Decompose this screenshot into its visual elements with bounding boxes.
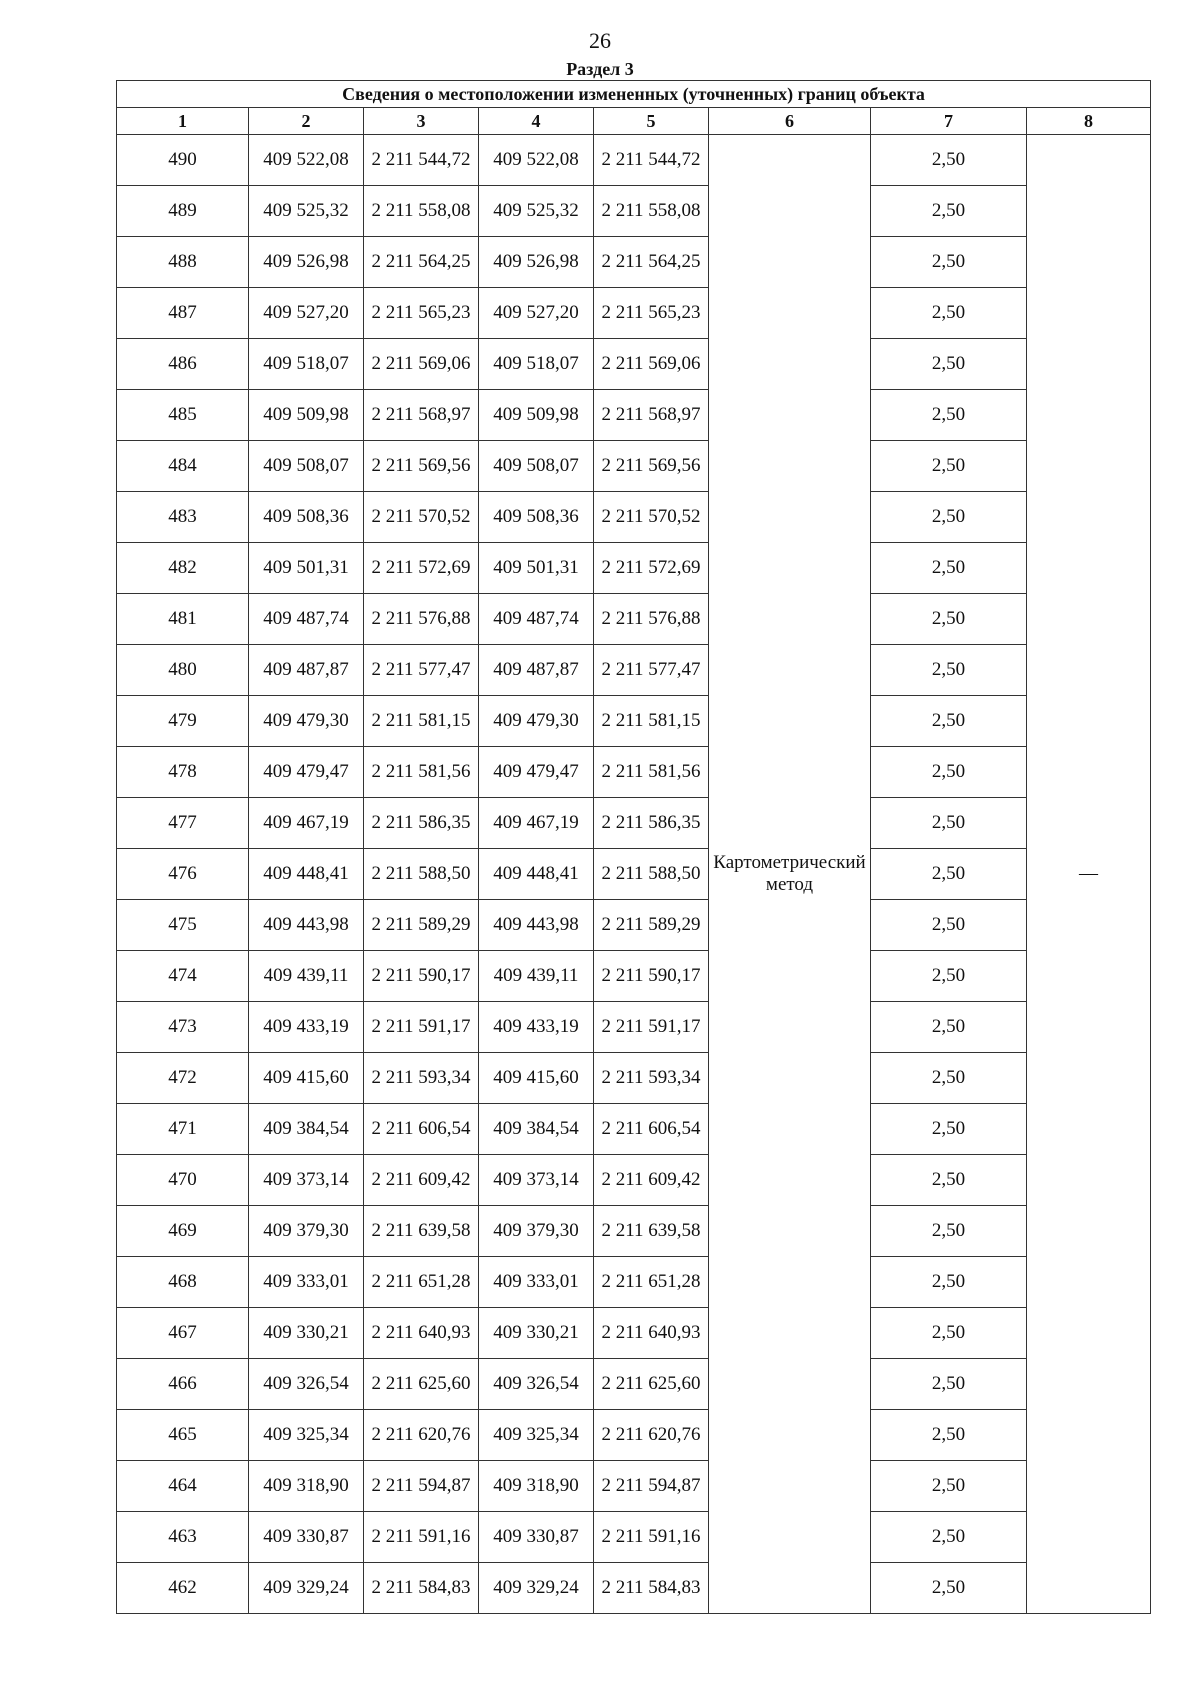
table-row: [117, 1563, 1151, 1614]
table-row: [117, 594, 1151, 645]
x-new-cell: 409 479,47: [479, 747, 594, 798]
x-old-cell: 409 509,98: [249, 390, 364, 441]
table-body: [117, 135, 1151, 1614]
note-cell: —: [1027, 135, 1151, 1614]
x-old-cell: 409 326,54: [249, 1359, 364, 1410]
table-caption: Сведения о местоположении измененных (уточненных) границ объекта: [117, 81, 1151, 108]
y-old-cell: 2 211 640,93: [364, 1308, 479, 1359]
accuracy-cell: 2,50: [871, 798, 1027, 849]
table-row: [117, 849, 1151, 900]
table-row: [117, 900, 1151, 951]
x-old-cell: 409 518,07: [249, 339, 364, 390]
column-number-2: 2: [249, 108, 364, 135]
table-row: [117, 339, 1151, 390]
accuracy-cell: 2,50: [871, 1104, 1027, 1155]
y-new-cell: 2 211 640,93: [594, 1308, 709, 1359]
x-old-cell: 409 325,34: [249, 1410, 364, 1461]
accuracy-cell: 2,50: [871, 696, 1027, 747]
y-new-cell: 2 211 609,42: [594, 1155, 709, 1206]
table-row: [117, 288, 1151, 339]
x-old-cell: 409 379,30: [249, 1206, 364, 1257]
x-old-cell: 409 508,36: [249, 492, 364, 543]
method-cell: Картометрический метод: [709, 135, 871, 1614]
y-old-cell: 2 211 620,76: [364, 1410, 479, 1461]
x-new-cell: 409 330,87: [479, 1512, 594, 1563]
column-number-8: 8: [1027, 108, 1151, 135]
y-new-cell: 2 211 565,23: [594, 288, 709, 339]
accuracy-cell: 2,50: [871, 237, 1027, 288]
page-number: 26: [589, 28, 611, 53]
point-number-cell: 477: [117, 798, 249, 849]
y-old-cell: 2 211 639,58: [364, 1206, 479, 1257]
y-new-cell: 2 211 570,52: [594, 492, 709, 543]
x-new-cell: 409 525,32: [479, 186, 594, 237]
x-new-cell: 409 526,98: [479, 237, 594, 288]
x-old-cell: 409 508,07: [249, 441, 364, 492]
point-number-cell: 490: [117, 135, 249, 186]
x-new-cell: 409 326,54: [479, 1359, 594, 1410]
y-old-cell: 2 211 588,50: [364, 849, 479, 900]
point-number-cell: 480: [117, 645, 249, 696]
column-number-3: 3: [364, 108, 479, 135]
y-new-cell: 2 211 581,56: [594, 747, 709, 798]
y-old-cell: 2 211 591,16: [364, 1512, 479, 1563]
x-new-cell: 409 330,21: [479, 1308, 594, 1359]
y-new-cell: 2 211 593,34: [594, 1053, 709, 1104]
table-row: [117, 645, 1151, 696]
table-row: [117, 1206, 1151, 1257]
point-number-cell: 473: [117, 1002, 249, 1053]
y-new-cell: 2 211 584,83: [594, 1563, 709, 1614]
x-old-cell: 409 384,54: [249, 1104, 364, 1155]
y-new-cell: 2 211 569,06: [594, 339, 709, 390]
accuracy-cell: 2,50: [871, 1155, 1027, 1206]
x-old-cell: 409 501,31: [249, 543, 364, 594]
y-old-cell: 2 211 590,17: [364, 951, 479, 1002]
table-row: [117, 186, 1151, 237]
accuracy-cell: 2,50: [871, 492, 1027, 543]
x-new-cell: 409 448,41: [479, 849, 594, 900]
accuracy-cell: 2,50: [871, 849, 1027, 900]
point-number-cell: 486: [117, 339, 249, 390]
accuracy-cell: 2,50: [871, 441, 1027, 492]
accuracy-cell: 2,50: [871, 288, 1027, 339]
y-new-cell: 2 211 651,28: [594, 1257, 709, 1308]
table-row: [117, 1257, 1151, 1308]
x-old-cell: 409 479,47: [249, 747, 364, 798]
accuracy-cell: 2,50: [871, 1512, 1027, 1563]
column-number-6: 6: [709, 108, 871, 135]
column-number-5: 5: [594, 108, 709, 135]
x-new-cell: 409 487,74: [479, 594, 594, 645]
section-title: Раздел 3: [566, 59, 634, 79]
point-number-cell: 479: [117, 696, 249, 747]
column-number-1: 1: [117, 108, 249, 135]
y-new-cell: 2 211 564,25: [594, 237, 709, 288]
x-new-cell: 409 508,36: [479, 492, 594, 543]
y-old-cell: 2 211 570,52: [364, 492, 479, 543]
y-new-cell: 2 211 544,72: [594, 135, 709, 186]
x-new-cell: 409 522,08: [479, 135, 594, 186]
table-row: [117, 1002, 1151, 1053]
point-number-cell: 466: [117, 1359, 249, 1410]
x-new-cell: 409 318,90: [479, 1461, 594, 1512]
column-number-4: 4: [479, 108, 594, 135]
y-new-cell: 2 211 577,47: [594, 645, 709, 696]
table-row: [117, 798, 1151, 849]
x-old-cell: 409 487,74: [249, 594, 364, 645]
point-number-cell: 481: [117, 594, 249, 645]
y-old-cell: 2 211 591,17: [364, 1002, 479, 1053]
table-row: [117, 492, 1151, 543]
table-row: [117, 1512, 1151, 1563]
column-number-row: [117, 108, 1151, 135]
accuracy-cell: 2,50: [871, 390, 1027, 441]
x-new-cell: 409 373,14: [479, 1155, 594, 1206]
y-new-cell: 2 211 588,50: [594, 849, 709, 900]
x-new-cell: 409 439,11: [479, 951, 594, 1002]
boundary-table: [116, 80, 1151, 1614]
table-row: [117, 135, 1151, 186]
y-new-cell: 2 211 620,76: [594, 1410, 709, 1461]
y-old-cell: 2 211 568,97: [364, 390, 479, 441]
table-row: [117, 390, 1151, 441]
x-old-cell: 409 330,87: [249, 1512, 364, 1563]
y-new-cell: 2 211 589,29: [594, 900, 709, 951]
x-new-cell: 409 508,07: [479, 441, 594, 492]
accuracy-cell: 2,50: [871, 1002, 1027, 1053]
y-new-cell: 2 211 576,88: [594, 594, 709, 645]
table-row: [117, 951, 1151, 1002]
point-number-cell: 471: [117, 1104, 249, 1155]
x-new-cell: 409 487,87: [479, 645, 594, 696]
y-old-cell: 2 211 609,42: [364, 1155, 479, 1206]
y-old-cell: 2 211 581,15: [364, 696, 479, 747]
table-row: [117, 441, 1151, 492]
point-number-cell: 478: [117, 747, 249, 798]
point-number-cell: 467: [117, 1308, 249, 1359]
table-row: [117, 1104, 1151, 1155]
y-old-cell: 2 211 581,56: [364, 747, 479, 798]
point-number-cell: 472: [117, 1053, 249, 1104]
y-old-cell: 2 211 569,06: [364, 339, 479, 390]
y-old-cell: 2 211 584,83: [364, 1563, 479, 1614]
table-row: [117, 1308, 1151, 1359]
y-old-cell: 2 211 569,56: [364, 441, 479, 492]
x-old-cell: 409 525,32: [249, 186, 364, 237]
x-new-cell: 409 325,34: [479, 1410, 594, 1461]
x-new-cell: 409 518,07: [479, 339, 594, 390]
x-old-cell: 409 329,24: [249, 1563, 364, 1614]
accuracy-cell: 2,50: [871, 594, 1027, 645]
accuracy-cell: 2,50: [871, 1308, 1027, 1359]
point-number-cell: 470: [117, 1155, 249, 1206]
y-old-cell: 2 211 594,87: [364, 1461, 479, 1512]
x-new-cell: 409 527,20: [479, 288, 594, 339]
y-old-cell: 2 211 565,23: [364, 288, 479, 339]
point-number-cell: 464: [117, 1461, 249, 1512]
y-new-cell: 2 211 606,54: [594, 1104, 709, 1155]
column-number-7: 7: [871, 108, 1027, 135]
accuracy-cell: 2,50: [871, 135, 1027, 186]
point-number-cell: 465: [117, 1410, 249, 1461]
table-row: [117, 1461, 1151, 1512]
accuracy-cell: 2,50: [871, 1563, 1027, 1614]
y-old-cell: 2 211 589,29: [364, 900, 479, 951]
point-number-cell: 463: [117, 1512, 249, 1563]
y-old-cell: 2 211 651,28: [364, 1257, 479, 1308]
y-new-cell: 2 211 586,35: [594, 798, 709, 849]
x-old-cell: 409 333,01: [249, 1257, 364, 1308]
accuracy-cell: 2,50: [871, 1461, 1027, 1512]
point-number-cell: 489: [117, 186, 249, 237]
accuracy-cell: 2,50: [871, 1359, 1027, 1410]
accuracy-cell: 2,50: [871, 645, 1027, 696]
point-number-cell: 476: [117, 849, 249, 900]
table-row: [117, 747, 1151, 798]
x-old-cell: 409 415,60: [249, 1053, 364, 1104]
y-new-cell: 2 211 568,97: [594, 390, 709, 441]
table-row: [117, 543, 1151, 594]
x-old-cell: 409 439,11: [249, 951, 364, 1002]
y-old-cell: 2 211 572,69: [364, 543, 479, 594]
accuracy-cell: 2,50: [871, 1257, 1027, 1308]
accuracy-cell: 2,50: [871, 900, 1027, 951]
x-old-cell: 409 467,19: [249, 798, 364, 849]
x-new-cell: 409 384,54: [479, 1104, 594, 1155]
point-number-cell: 468: [117, 1257, 249, 1308]
x-new-cell: 409 433,19: [479, 1002, 594, 1053]
y-old-cell: 2 211 576,88: [364, 594, 479, 645]
y-new-cell: 2 211 639,58: [594, 1206, 709, 1257]
y-new-cell: 2 211 591,16: [594, 1512, 709, 1563]
point-number-cell: 482: [117, 543, 249, 594]
x-old-cell: 409 373,14: [249, 1155, 364, 1206]
y-new-cell: 2 211 590,17: [594, 951, 709, 1002]
x-new-cell: 409 509,98: [479, 390, 594, 441]
table-row: [117, 696, 1151, 747]
y-old-cell: 2 211 544,72: [364, 135, 479, 186]
y-new-cell: 2 211 558,08: [594, 186, 709, 237]
accuracy-cell: 2,50: [871, 747, 1027, 798]
y-new-cell: 2 211 625,60: [594, 1359, 709, 1410]
point-number-cell: 485: [117, 390, 249, 441]
x-new-cell: 409 333,01: [479, 1257, 594, 1308]
table-row: [117, 1359, 1151, 1410]
point-number-cell: 483: [117, 492, 249, 543]
x-old-cell: 409 433,19: [249, 1002, 364, 1053]
x-new-cell: 409 329,24: [479, 1563, 594, 1614]
accuracy-cell: 2,50: [871, 339, 1027, 390]
accuracy-cell: 2,50: [871, 1206, 1027, 1257]
point-number-cell: 487: [117, 288, 249, 339]
y-new-cell: 2 211 594,87: [594, 1461, 709, 1512]
y-old-cell: 2 211 606,54: [364, 1104, 479, 1155]
x-new-cell: 409 467,19: [479, 798, 594, 849]
accuracy-cell: 2,50: [871, 951, 1027, 1002]
y-new-cell: 2 211 572,69: [594, 543, 709, 594]
y-old-cell: 2 211 558,08: [364, 186, 479, 237]
x-new-cell: 409 443,98: [479, 900, 594, 951]
point-number-cell: 469: [117, 1206, 249, 1257]
y-old-cell: 2 211 564,25: [364, 237, 479, 288]
y-new-cell: 2 211 581,15: [594, 696, 709, 747]
point-number-cell: 462: [117, 1563, 249, 1614]
x-old-cell: 409 330,21: [249, 1308, 364, 1359]
y-old-cell: 2 211 625,60: [364, 1359, 479, 1410]
y-new-cell: 2 211 569,56: [594, 441, 709, 492]
x-old-cell: 409 443,98: [249, 900, 364, 951]
y-old-cell: 2 211 593,34: [364, 1053, 479, 1104]
x-new-cell: 409 415,60: [479, 1053, 594, 1104]
accuracy-cell: 2,50: [871, 1053, 1027, 1104]
table-row: [117, 1155, 1151, 1206]
point-number-cell: 475: [117, 900, 249, 951]
table-row: [117, 237, 1151, 288]
accuracy-cell: 2,50: [871, 186, 1027, 237]
table-row: [117, 1410, 1151, 1461]
x-old-cell: 409 479,30: [249, 696, 364, 747]
accuracy-cell: 2,50: [871, 1410, 1027, 1461]
x-old-cell: 409 448,41: [249, 849, 364, 900]
x-new-cell: 409 379,30: [479, 1206, 594, 1257]
x-old-cell: 409 318,90: [249, 1461, 364, 1512]
x-new-cell: 409 479,30: [479, 696, 594, 747]
x-old-cell: 409 527,20: [249, 288, 364, 339]
point-number-cell: 484: [117, 441, 249, 492]
y-new-cell: 2 211 591,17: [594, 1002, 709, 1053]
x-old-cell: 409 487,87: [249, 645, 364, 696]
x-old-cell: 409 526,98: [249, 237, 364, 288]
table-row: [117, 1053, 1151, 1104]
x-new-cell: 409 501,31: [479, 543, 594, 594]
point-number-cell: 488: [117, 237, 249, 288]
accuracy-cell: 2,50: [871, 543, 1027, 594]
point-number-cell: 474: [117, 951, 249, 1002]
x-old-cell: 409 522,08: [249, 135, 364, 186]
y-old-cell: 2 211 577,47: [364, 645, 479, 696]
y-old-cell: 2 211 586,35: [364, 798, 479, 849]
